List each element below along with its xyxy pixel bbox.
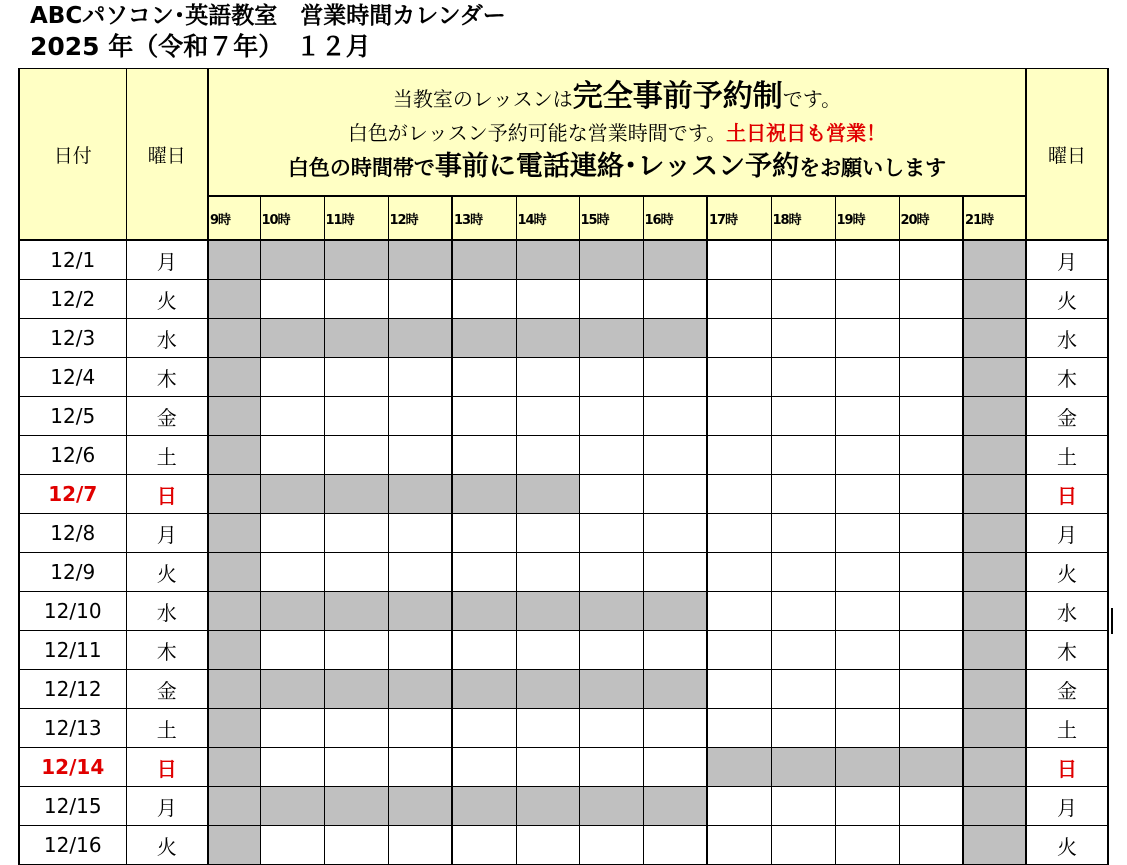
closed-slot xyxy=(643,787,707,826)
hour-header: 15時 xyxy=(579,196,643,240)
open-slot xyxy=(516,436,579,475)
table-row xyxy=(19,397,1108,436)
open-slot xyxy=(260,397,324,436)
open-slot xyxy=(452,826,516,865)
open-slot xyxy=(260,358,324,397)
open-slot xyxy=(452,397,516,436)
open-slot xyxy=(835,475,899,514)
open-slot xyxy=(579,358,643,397)
open-slot xyxy=(643,553,707,592)
open-slot xyxy=(771,709,835,748)
open-slot xyxy=(899,475,963,514)
open-slot xyxy=(899,592,963,631)
open-slot xyxy=(707,280,771,319)
open-slot xyxy=(899,436,963,475)
closed-slot xyxy=(643,592,707,631)
open-slot xyxy=(388,709,452,748)
closed-slot xyxy=(324,670,388,709)
closed-slot xyxy=(208,397,260,436)
closed-slot xyxy=(388,787,452,826)
hour-header: 9時 xyxy=(208,196,260,240)
open-slot xyxy=(579,631,643,670)
weekday-cell: 日 xyxy=(126,475,208,514)
open-slot xyxy=(643,826,707,865)
weekday-cell-right: 火 xyxy=(1026,826,1108,865)
open-slot xyxy=(771,826,835,865)
notice-line-2: 白色がレッスン予約可能な営業時間です。土日祝日も営業！ xyxy=(347,120,887,145)
closed-slot xyxy=(452,475,516,514)
open-slot xyxy=(771,553,835,592)
month-title: 2025 年（令和７年） １２月 xyxy=(30,32,371,61)
table-row xyxy=(19,748,1108,787)
closed-slot xyxy=(208,436,260,475)
open-slot xyxy=(579,748,643,787)
weekday-cell: 火 xyxy=(126,826,208,865)
hour-header: 12時 xyxy=(388,196,452,240)
weekday-cell: 月 xyxy=(126,240,208,280)
hour-header: 11時 xyxy=(324,196,388,240)
date-cell: 12/2 xyxy=(19,280,126,319)
weekday-cell-right: 水 xyxy=(1026,319,1108,358)
closed-slot xyxy=(579,319,643,358)
open-slot xyxy=(260,826,324,865)
weekday-cell-right: 金 xyxy=(1026,670,1108,709)
open-slot xyxy=(260,631,324,670)
open-slot xyxy=(707,475,771,514)
open-slot xyxy=(899,397,963,436)
closed-slot xyxy=(208,631,260,670)
hour-header: 16時 xyxy=(643,196,707,240)
closed-slot xyxy=(963,787,1026,826)
open-slot xyxy=(388,826,452,865)
closed-slot xyxy=(208,319,260,358)
open-slot xyxy=(324,358,388,397)
closed-slot xyxy=(388,319,452,358)
closed-slot xyxy=(963,592,1026,631)
date-cell: 12/14 xyxy=(19,748,126,787)
closed-slot xyxy=(208,709,260,748)
weekday-cell-right: 土 xyxy=(1026,709,1108,748)
open-slot xyxy=(835,358,899,397)
open-slot xyxy=(516,553,579,592)
open-slot xyxy=(579,280,643,319)
open-slot xyxy=(835,709,899,748)
date-cell: 12/3 xyxy=(19,319,126,358)
open-slot xyxy=(516,826,579,865)
open-slot xyxy=(579,514,643,553)
date-cell: 12/12 xyxy=(19,670,126,709)
weekday-cell: 木 xyxy=(126,358,208,397)
date-cell: 12/15 xyxy=(19,787,126,826)
open-slot xyxy=(835,280,899,319)
closed-slot xyxy=(579,670,643,709)
open-slot xyxy=(707,787,771,826)
open-slot xyxy=(835,631,899,670)
weekday-cell: 土 xyxy=(126,436,208,475)
closed-slot xyxy=(452,787,516,826)
weekday-cell: 火 xyxy=(126,280,208,319)
hour-header: 18時 xyxy=(771,196,835,240)
open-slot xyxy=(388,748,452,787)
closed-slot xyxy=(208,475,260,514)
open-slot xyxy=(771,787,835,826)
open-slot xyxy=(835,319,899,358)
weekday-cell: 火 xyxy=(126,553,208,592)
open-slot xyxy=(452,748,516,787)
open-slot xyxy=(516,514,579,553)
open-slot xyxy=(707,319,771,358)
open-slot xyxy=(452,553,516,592)
notice-banner xyxy=(208,69,1026,197)
open-slot xyxy=(388,514,452,553)
open-slot xyxy=(899,670,963,709)
open-slot xyxy=(516,748,579,787)
date-cell: 12/7 xyxy=(19,475,126,514)
weekday-cell: 木 xyxy=(126,631,208,670)
weekday-column-header-right: 曜日 xyxy=(1026,69,1108,241)
open-slot xyxy=(324,514,388,553)
closed-slot xyxy=(516,319,579,358)
open-slot xyxy=(835,397,899,436)
table-row xyxy=(19,826,1108,865)
hour-header: 21時 xyxy=(963,196,1026,240)
open-slot xyxy=(388,436,452,475)
table-row xyxy=(19,787,1108,826)
open-slot xyxy=(516,280,579,319)
weekday-cell-right: 火 xyxy=(1026,553,1108,592)
closed-slot xyxy=(963,358,1026,397)
closed-slot xyxy=(963,670,1026,709)
hour-header: 10時 xyxy=(260,196,324,240)
table-row xyxy=(19,319,1108,358)
open-slot xyxy=(388,397,452,436)
weekday-column-header: 曜日 xyxy=(126,69,208,241)
open-slot xyxy=(707,397,771,436)
open-slot xyxy=(388,358,452,397)
open-slot xyxy=(707,358,771,397)
table-row xyxy=(19,514,1108,553)
open-slot xyxy=(835,670,899,709)
open-slot xyxy=(899,280,963,319)
closed-slot xyxy=(452,240,516,280)
table-row xyxy=(19,553,1108,592)
weekday-cell-right: 月 xyxy=(1026,514,1108,553)
open-slot xyxy=(707,631,771,670)
closed-slot xyxy=(963,280,1026,319)
table-row xyxy=(19,436,1108,475)
closed-slot xyxy=(963,514,1026,553)
open-slot xyxy=(707,670,771,709)
date-cell: 12/4 xyxy=(19,358,126,397)
open-slot xyxy=(516,358,579,397)
weekday-cell-right: 日 xyxy=(1026,748,1108,787)
open-slot xyxy=(771,280,835,319)
weekday-cell-right: 木 xyxy=(1026,358,1108,397)
open-slot xyxy=(579,436,643,475)
closed-slot xyxy=(324,787,388,826)
open-slot xyxy=(771,240,835,280)
open-slot xyxy=(899,514,963,553)
weekday-cell: 日 xyxy=(126,748,208,787)
open-slot xyxy=(579,475,643,514)
open-slot xyxy=(452,631,516,670)
date-cell: 12/5 xyxy=(19,397,126,436)
open-slot xyxy=(452,358,516,397)
open-slot xyxy=(771,358,835,397)
closed-slot xyxy=(208,748,260,787)
closed-slot xyxy=(835,748,899,787)
open-slot xyxy=(707,514,771,553)
open-slot xyxy=(579,826,643,865)
closed-slot xyxy=(643,670,707,709)
hour-header: 14時 xyxy=(516,196,579,240)
closed-slot xyxy=(771,748,835,787)
closed-slot xyxy=(208,514,260,553)
closed-slot xyxy=(388,240,452,280)
open-slot xyxy=(707,826,771,865)
weekday-cell: 月 xyxy=(126,787,208,826)
hour-header: 13時 xyxy=(452,196,516,240)
open-slot xyxy=(835,240,899,280)
open-slot xyxy=(899,787,963,826)
closed-slot xyxy=(388,592,452,631)
open-slot xyxy=(771,397,835,436)
weekday-cell-right: 金 xyxy=(1026,397,1108,436)
closed-slot xyxy=(516,787,579,826)
open-slot xyxy=(452,436,516,475)
open-slot xyxy=(260,748,324,787)
open-slot xyxy=(388,553,452,592)
open-slot xyxy=(835,553,899,592)
open-slot xyxy=(388,280,452,319)
open-slot xyxy=(899,240,963,280)
date-cell: 12/8 xyxy=(19,514,126,553)
open-slot xyxy=(899,631,963,670)
open-slot xyxy=(899,826,963,865)
open-slot xyxy=(707,709,771,748)
closed-slot xyxy=(260,787,324,826)
weekday-cell: 金 xyxy=(126,670,208,709)
open-slot xyxy=(899,319,963,358)
open-slot xyxy=(771,592,835,631)
open-slot xyxy=(579,553,643,592)
closed-slot xyxy=(516,592,579,631)
date-cell: 12/16 xyxy=(19,826,126,865)
closed-slot xyxy=(963,475,1026,514)
hour-header: 17時 xyxy=(707,196,771,240)
open-slot xyxy=(899,709,963,748)
notice-line-3: 白色の時間帯で事前に電話連絡･レッスン予約をお願いします xyxy=(287,150,947,182)
weekday-cell: 金 xyxy=(126,397,208,436)
closed-slot xyxy=(388,475,452,514)
open-slot xyxy=(324,748,388,787)
closed-slot xyxy=(963,826,1026,865)
open-slot xyxy=(324,397,388,436)
closed-slot xyxy=(324,592,388,631)
open-slot xyxy=(771,436,835,475)
open-slot xyxy=(579,709,643,748)
weekday-cell: 月 xyxy=(126,514,208,553)
open-slot xyxy=(516,709,579,748)
open-slot xyxy=(516,631,579,670)
closed-slot xyxy=(899,748,963,787)
weekday-cell-right: 月 xyxy=(1026,787,1108,826)
open-slot xyxy=(324,436,388,475)
closed-slot xyxy=(324,240,388,280)
open-slot xyxy=(771,631,835,670)
open-slot xyxy=(643,748,707,787)
table-row xyxy=(19,631,1108,670)
closed-slot xyxy=(260,670,324,709)
date-cell: 12/6 xyxy=(19,436,126,475)
text-cursor xyxy=(1111,608,1113,634)
open-slot xyxy=(835,787,899,826)
closed-slot xyxy=(208,553,260,592)
open-slot xyxy=(324,826,388,865)
closed-slot xyxy=(260,240,324,280)
open-slot xyxy=(260,280,324,319)
weekday-cell-right: 火 xyxy=(1026,280,1108,319)
open-slot xyxy=(899,358,963,397)
hour-header: 20時 xyxy=(899,196,963,240)
closed-slot xyxy=(963,748,1026,787)
open-slot xyxy=(324,631,388,670)
open-slot xyxy=(707,240,771,280)
closed-slot xyxy=(963,553,1026,592)
open-slot xyxy=(388,631,452,670)
weekday-cell: 水 xyxy=(126,319,208,358)
open-slot xyxy=(707,553,771,592)
closed-slot xyxy=(324,475,388,514)
hour-header: 19時 xyxy=(835,196,899,240)
weekday-cell-right: 土 xyxy=(1026,436,1108,475)
closed-slot xyxy=(324,319,388,358)
open-slot xyxy=(260,709,324,748)
closed-slot xyxy=(579,787,643,826)
date-cell: 12/13 xyxy=(19,709,126,748)
calendar-table xyxy=(18,68,1109,865)
closed-slot xyxy=(260,475,324,514)
open-slot xyxy=(260,514,324,553)
open-slot xyxy=(643,514,707,553)
closed-slot xyxy=(516,240,579,280)
open-slot xyxy=(324,553,388,592)
closed-slot xyxy=(208,787,260,826)
weekday-cell: 土 xyxy=(126,709,208,748)
closed-slot xyxy=(208,826,260,865)
closed-slot xyxy=(963,397,1026,436)
open-slot xyxy=(260,436,324,475)
closed-slot xyxy=(452,319,516,358)
open-slot xyxy=(643,358,707,397)
date-cell: 12/1 xyxy=(19,240,126,280)
open-slot xyxy=(324,709,388,748)
date-cell: 12/11 xyxy=(19,631,126,670)
open-slot xyxy=(516,397,579,436)
open-slot xyxy=(771,475,835,514)
page-title: ABCパソコン･英語教室 営業時間カレンダー xyxy=(30,3,506,29)
closed-slot xyxy=(579,240,643,280)
closed-slot xyxy=(208,240,260,280)
closed-slot xyxy=(260,319,324,358)
closed-slot xyxy=(963,436,1026,475)
date-cell: 12/9 xyxy=(19,553,126,592)
closed-slot xyxy=(452,670,516,709)
open-slot xyxy=(835,592,899,631)
closed-slot xyxy=(963,631,1026,670)
table-row xyxy=(19,475,1108,514)
closed-slot xyxy=(516,475,579,514)
closed-slot xyxy=(208,358,260,397)
open-slot xyxy=(835,436,899,475)
open-slot xyxy=(260,553,324,592)
weekday-cell: 水 xyxy=(126,592,208,631)
open-slot xyxy=(707,436,771,475)
table-row xyxy=(19,709,1108,748)
table-row xyxy=(19,358,1108,397)
open-slot xyxy=(771,319,835,358)
table-row xyxy=(19,670,1108,709)
table-row xyxy=(19,240,1108,280)
closed-slot xyxy=(707,748,771,787)
table-row xyxy=(19,592,1108,631)
open-slot xyxy=(643,631,707,670)
closed-slot xyxy=(388,670,452,709)
date-cell: 12/10 xyxy=(19,592,126,631)
closed-slot xyxy=(643,240,707,280)
open-slot xyxy=(835,514,899,553)
open-slot xyxy=(643,397,707,436)
open-slot xyxy=(452,709,516,748)
open-slot xyxy=(643,280,707,319)
closed-slot xyxy=(963,319,1026,358)
open-slot xyxy=(899,553,963,592)
closed-slot xyxy=(260,592,324,631)
closed-slot xyxy=(963,709,1026,748)
notice-line-1: 当教室のレッスンは完全事前予約制です。 xyxy=(392,78,842,114)
table-row xyxy=(19,280,1108,319)
open-slot xyxy=(771,514,835,553)
weekday-cell-right: 木 xyxy=(1026,631,1108,670)
closed-slot xyxy=(963,240,1026,280)
open-slot xyxy=(452,514,516,553)
closed-slot xyxy=(643,319,707,358)
closed-slot xyxy=(579,592,643,631)
closed-slot xyxy=(516,670,579,709)
open-slot xyxy=(643,709,707,748)
open-slot xyxy=(707,592,771,631)
closed-slot xyxy=(208,280,260,319)
open-slot xyxy=(324,280,388,319)
open-slot xyxy=(643,475,707,514)
open-slot xyxy=(452,280,516,319)
closed-slot xyxy=(208,670,260,709)
open-slot xyxy=(643,436,707,475)
weekday-cell-right: 水 xyxy=(1026,592,1108,631)
open-slot xyxy=(835,826,899,865)
open-slot xyxy=(579,397,643,436)
open-slot xyxy=(771,670,835,709)
date-column-header: 日付 xyxy=(19,69,126,241)
closed-slot xyxy=(452,592,516,631)
weekday-cell-right: 月 xyxy=(1026,240,1108,280)
closed-slot xyxy=(208,592,260,631)
weekday-cell-right: 日 xyxy=(1026,475,1108,514)
